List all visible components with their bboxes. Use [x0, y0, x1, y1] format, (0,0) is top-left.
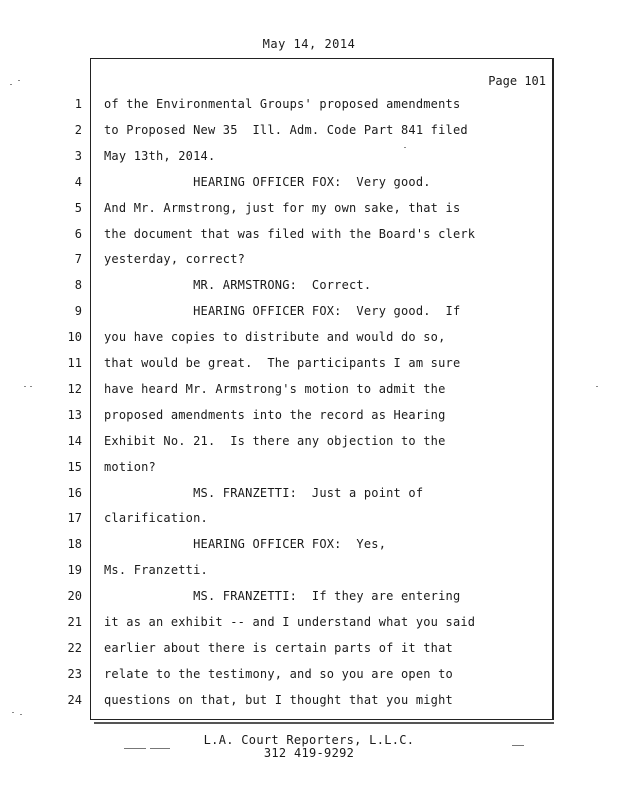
line-text: Ms. Franzetti. — [104, 563, 208, 578]
line-text: clarification. — [104, 511, 208, 526]
footer-phone: 312 419-9292 — [263, 746, 355, 760]
line-number: 21 — [67, 615, 82, 629]
line-text: HEARING OFFICER FOX: Very good. — [104, 174, 431, 189]
line-text: questions on that, but I thought that you might — [104, 692, 453, 707]
line-text: Exhibit No. 21. Is there any objection to the — [104, 433, 446, 448]
line-text: of the Environmental Groups' proposed amendments — [104, 97, 461, 111]
line-text: yesterday, correct? — [104, 252, 246, 267]
line-text: you have copies to distribute and would do so, — [104, 330, 446, 345]
scan-speck — [24, 386, 26, 387]
line-text: the document that was filed with the Board's clerk — [104, 226, 476, 241]
line-number: 2 — [74, 122, 82, 137]
line-text: that would be great. The participants I am sure — [104, 356, 461, 370]
scan-mark — [124, 748, 146, 749]
line-number: 24 — [67, 692, 82, 707]
line-number: 1 — [74, 97, 82, 111]
line-text: proposed amendments into the record as Hearing — [104, 407, 446, 422]
scan-mark — [150, 748, 170, 749]
line-text: May 13th, 2014. — [104, 148, 216, 163]
page-number: Page 101 — [488, 74, 546, 88]
line-number: 18 — [67, 537, 82, 552]
line-text: have heard Mr. Armstrong's motion to admit the — [104, 381, 446, 396]
line-text: to Proposed New 35 Ill. Adm. Code Part 841 filed — [104, 122, 468, 137]
frame-shadow — [94, 722, 554, 724]
line-text: it as an exhibit -- and I understand what you said — [104, 615, 476, 629]
scan-speck — [18, 80, 20, 81]
line-text: And Mr. Armstrong, just for my own sake, that is — [104, 200, 461, 215]
line-number: 19 — [67, 563, 82, 578]
line-text: HEARING OFFICER FOX: Yes, — [104, 537, 387, 552]
line-number: 11 — [67, 356, 82, 370]
line-number: 12 — [67, 381, 82, 396]
line-number: 9 — [74, 304, 82, 319]
scan-mark — [512, 745, 524, 746]
line-number: 23 — [67, 666, 82, 681]
line-number: 20 — [67, 589, 82, 604]
line-number: 5 — [74, 200, 82, 215]
line-number: 15 — [67, 459, 82, 474]
line-number: 13 — [67, 407, 82, 422]
scan-speck — [596, 386, 598, 387]
scan-speck — [30, 386, 32, 387]
scan-speck — [20, 714, 22, 715]
scan-speck — [404, 147, 406, 148]
line-number: 10 — [67, 330, 82, 345]
line-number: 8 — [74, 278, 82, 293]
line-text: MS. FRANZETTI: If they are entering — [104, 589, 461, 604]
line-text: relate to the testimony, and so you are open to — [104, 666, 453, 681]
line-number: 6 — [74, 226, 82, 241]
line-number: 7 — [74, 252, 82, 267]
transcript-date: May 14, 2014 — [262, 37, 356, 51]
line-text: earlier about there is certain parts of it that — [104, 640, 453, 655]
scan-speck — [10, 84, 12, 85]
line-text: HEARING OFFICER FOX: Very good. If — [104, 304, 461, 319]
line-number: 4 — [74, 174, 82, 189]
line-number: 3 — [74, 148, 82, 163]
line-number: 16 — [67, 485, 82, 500]
line-number: 22 — [67, 640, 82, 655]
line-number: 17 — [67, 511, 82, 526]
line-text: motion? — [104, 459, 156, 474]
line-number: 14 — [67, 433, 82, 448]
footer-reporter-name: L.A. Court Reporters, L.L.C. — [203, 733, 415, 747]
line-text: MS. FRANZETTI: Just a point of — [104, 485, 424, 500]
line-text: MR. ARMSTRONG: Correct. — [104, 278, 372, 293]
scan-speck — [12, 712, 14, 713]
